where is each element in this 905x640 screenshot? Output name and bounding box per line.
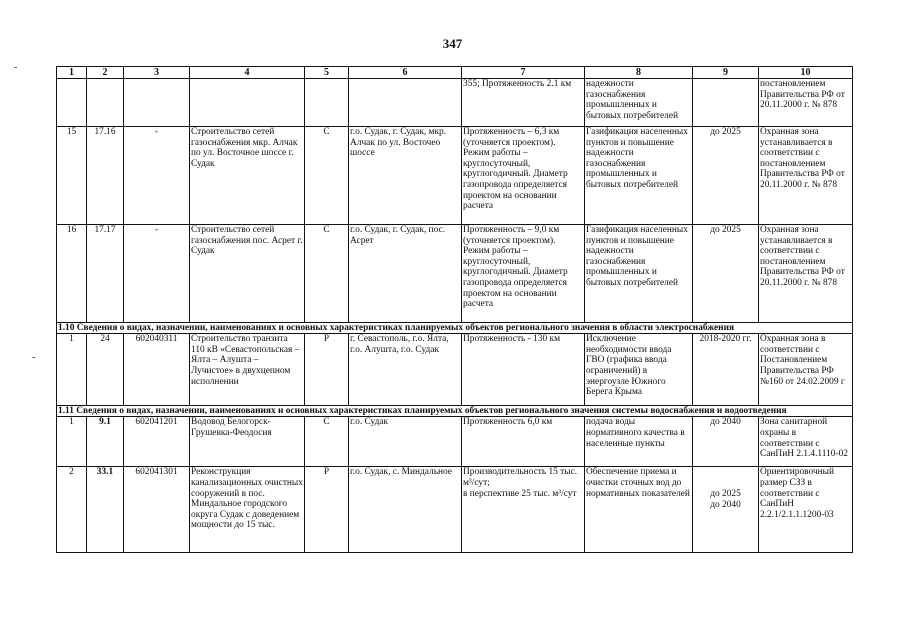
margin-mark: - <box>14 62 18 73</box>
column-header: 1 <box>57 67 87 79</box>
cell-location: г.о. Судак <box>349 417 462 467</box>
cell-characteristics: Производительность 15 тыс. м³/сут; в перспективе 25 тыс. м³/сут <box>462 467 585 553</box>
cell-code <box>124 79 190 127</box>
column-header: 3 <box>124 67 190 79</box>
cell-status: С <box>305 417 349 467</box>
column-header: 10 <box>759 67 853 79</box>
table-row <box>57 225 853 323</box>
table-row <box>57 334 853 406</box>
cell-status <box>305 79 349 127</box>
cell-location: г.о. Судак, с. Миндальное <box>349 467 462 553</box>
table-row <box>57 79 853 127</box>
cell-location: г. Севастополь, г.о. Ялта, г.о. Алушта, г.о. Судак <box>349 334 462 406</box>
cell-location: г.о. Судак, г. Судак, мкр. Алчак по ул. Восточео шоссе <box>349 127 462 225</box>
cell-id: 17.17 <box>87 225 124 323</box>
cell-deadline: до 2025 до 2040 <box>693 467 759 553</box>
cell-status: Р <box>305 334 349 406</box>
cell-status: Р <box>305 467 349 553</box>
cell-id: 33.1 <box>87 467 124 553</box>
cell-code: - <box>124 127 190 225</box>
column-header: 2 <box>87 67 124 79</box>
cell-zone: Зона санитарной охраны в соответствии с СанПиН 2.1.4.1110-02 <box>759 417 853 467</box>
cell-location: г.о. Судак, г. Судак, пос. Асрет <box>349 225 462 323</box>
cell-deadline: до 2040 <box>693 417 759 467</box>
section-heading-row <box>57 406 853 417</box>
cell-number: 15 <box>57 127 87 225</box>
column-header: 5 <box>305 67 349 79</box>
cell-code: - <box>124 225 190 323</box>
cell-status: С <box>305 225 349 323</box>
cell-zone: Ориентировочный размер СЗЗ в соответствии с СанПиН 2.2.1/2.1.1.1200-03 <box>759 467 853 553</box>
cell-characteristics: 355; Протяженность 2.1 км <box>462 79 585 127</box>
cell-characteristics: Протяженность - 130 км <box>462 334 585 406</box>
cell-name: Реконструкция канализационных очистных сооружений в пос. Миндальное городского округа Судак с доведением мощности до 15 тыс. <box>190 467 305 553</box>
cell-name: Водовод Белогорск-Грушевка-Феодосия <box>190 417 305 467</box>
column-header: 4 <box>190 67 305 79</box>
cell-characteristics: Протяженность – 9,0 км (уточняется проектом). Режим работы – круглосуточный, круглогодичный. Диаметр газопровода определяется проектом на основании расчета <box>462 225 585 323</box>
table-row <box>57 467 853 553</box>
cell-deadline: до 2025 <box>693 127 759 225</box>
cell-code: 602041301 <box>124 467 190 553</box>
cell-deadline <box>693 79 759 127</box>
cell-name: Строительство транзита 110 кВ «Севастопольская – Ялта – Алушта – Лучистое» в двухцепном исполнении <box>190 334 305 406</box>
cell-deadline: 2018-2020 гг. <box>693 334 759 406</box>
cell-purpose: Газификация населенных пунктов и повышение надежности газоснабжения промышленных и бытовых потребителей <box>585 225 693 323</box>
cell-number <box>57 79 87 127</box>
column-header: 8 <box>585 67 693 79</box>
cell-number: 1 <box>57 417 87 467</box>
section-heading: 1.10 Сведения о видах, назначении, наименованиях и основных характеристиках планируемых объектов регионального значения в области электроснабжения <box>57 323 853 334</box>
page-number: 347 <box>442 36 463 51</box>
cell-purpose: Обеспечение приема и очистки сточных вод до нормативных показателей <box>585 467 693 553</box>
cell-number: 16 <box>57 225 87 323</box>
cell-purpose: надежности газоснабжения промышленных и бытовых потребителей <box>585 79 693 127</box>
column-header: 6 <box>349 67 462 79</box>
cell-name: Строительство сетей газоснабжения пос. Асрет г. Судак <box>190 225 305 323</box>
cell-id: 17.16 <box>87 127 124 225</box>
cell-purpose: подача воды нормативного качества в населенные пункты <box>585 417 693 467</box>
cell-code: 602040311 <box>124 334 190 406</box>
section-heading-row <box>57 323 853 334</box>
document-table <box>56 66 853 553</box>
cell-id: 9.1 <box>87 417 124 467</box>
cell-name: Строительство сетей газоснабжения мкр. Алчак по ул. Восточное шоссе г. Судак <box>190 127 305 225</box>
section-heading: 1.11 Сведения о видах, назначении, наименованиях и основных характеристиках планируемых объектов регионального значения системы водоснабжения и водоотведения <box>57 406 853 417</box>
cell-number: 2 <box>57 467 87 553</box>
table-row <box>57 127 853 225</box>
cell-location <box>349 79 462 127</box>
cell-id <box>87 79 124 127</box>
cell-id: 24 <box>87 334 124 406</box>
cell-zone: Охранная зона устанавливается в соответствии с постановлением Правительства РФ от 20.11.2000 г. № 878 <box>759 225 853 323</box>
cell-name <box>190 79 305 127</box>
column-header: 9 <box>693 67 759 79</box>
cell-status: С <box>305 127 349 225</box>
margin-mark: - <box>32 352 36 363</box>
cell-zone: Охранная зона устанавливается в соответствии с постановлением Правительства РФ от 20.11.2000 г. № 878 <box>759 127 853 225</box>
table-row <box>57 417 853 467</box>
table-header-row <box>57 67 853 79</box>
cell-code: 602041201 <box>124 417 190 467</box>
cell-characteristics: Протяженность – 6,3 км (уточняется проектом). Режим работы – круглосуточный, круглогодичный. Диаметр газопровода определяется проектом на основании расчета <box>462 127 585 225</box>
cell-purpose: Газификация населенных пунктов и повышение надежности газоснабжения промышленных и бытовых потребителей <box>585 127 693 225</box>
cell-zone: постановлением Правительства РФ от 20.11.2000 г. № 878 <box>759 79 853 127</box>
cell-purpose: Исключение необходимости ввода ГВО (графика ввода ограничений) в энергоузле Южного Берега Крыма <box>585 334 693 406</box>
cell-number: 1 <box>57 334 87 406</box>
cell-deadline: до 2025 <box>693 225 759 323</box>
column-header: 7 <box>462 67 585 79</box>
cell-characteristics: Протяженность 6,0 км <box>462 417 585 467</box>
cell-zone: Охранная зона в соответствии с Постановлением Правительства РФ №160 от 24.02.2009 г <box>759 334 853 406</box>
